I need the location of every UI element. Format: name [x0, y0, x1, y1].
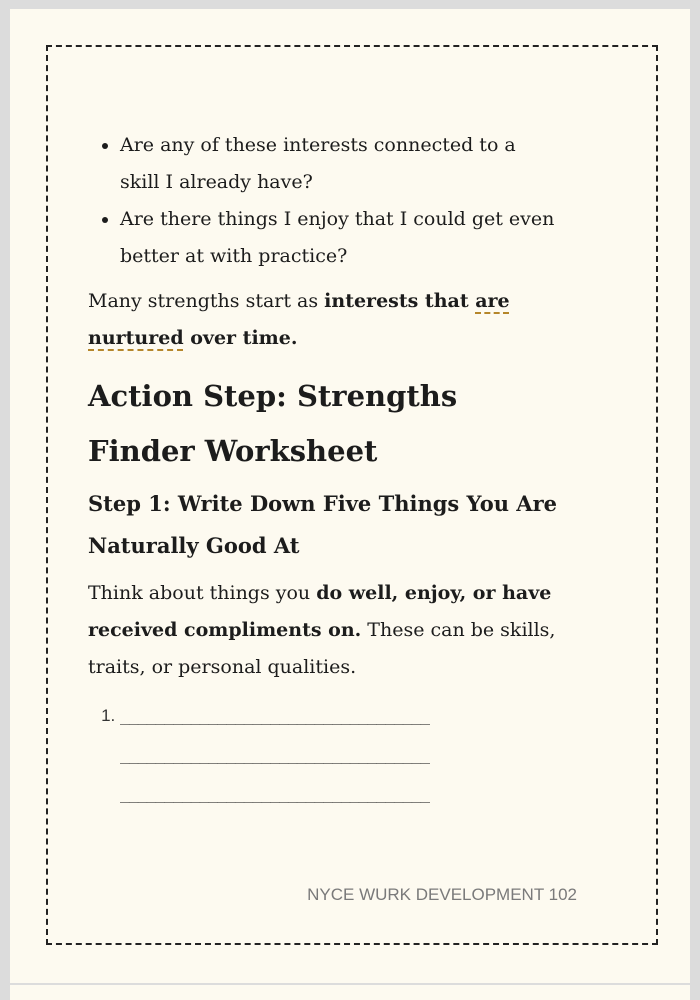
strengths-paragraph [88, 283, 558, 357]
spellcheck-flagged-word[interactable]: nurtured [88, 327, 184, 349]
emphasis-part: over time. [183, 327, 298, 349]
next-page-edge [10, 985, 690, 1000]
step-heading: Step 1: Write Down Five Things You Are Naturally Good At [88, 491, 558, 558]
paragraph-text: These can be skills, traits, or personal qualities. [88, 619, 556, 678]
paragraph-text: Think about things you [88, 582, 317, 604]
reflection-questions-list [88, 127, 558, 275]
list-item: • Are there things I enjoy that I could get even better at with practice? [120, 201, 558, 275]
page-footer: NYCE WURK DEVELOPMENT 102 [307, 885, 577, 904]
section-heading: Action Step: Strengths Finder Worksheet [88, 379, 458, 468]
page-content [88, 127, 558, 813]
paragraph-text: Many strengths start as [88, 290, 325, 312]
answer-blank-line[interactable]: ___________________________________ [120, 784, 430, 803]
document-page [10, 9, 690, 983]
step-instructions [88, 575, 558, 686]
answer-item [120, 696, 558, 813]
answer-blank-line[interactable]: ___________________________________ [120, 745, 430, 764]
emphasis-text: do well, enjoy, or have received compliments on. [88, 582, 552, 641]
answer-blank-line[interactable]: 1. ___________________________________ [120, 706, 430, 725]
answer-list [88, 696, 558, 813]
emphasis-part: interests that [324, 290, 476, 312]
list-item: • Are any of these interests connected to a skill I already have? [120, 127, 558, 201]
spellcheck-flagged-word[interactable]: are [475, 290, 510, 312]
